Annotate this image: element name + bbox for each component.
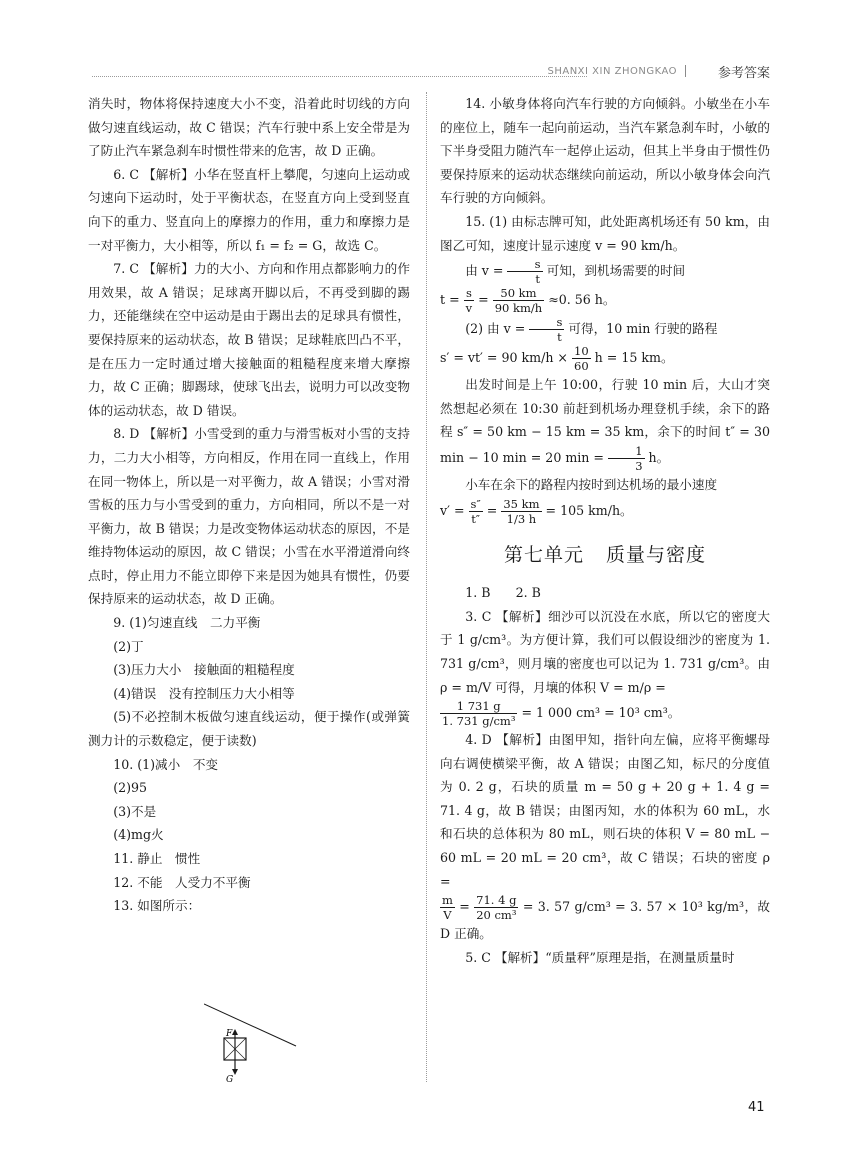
answer-12: 12. 不能 人受力不平衡 xyxy=(113,874,251,890)
fraction-50-90 xyxy=(493,286,544,315)
answer-9-5: (5)不必控制木板做匀速直线运动，便于操作(或弹簧测力计的示数稳定，便于读数) xyxy=(88,709,410,749)
formula-4-pre: s′ = vt′ = 90 km/h × xyxy=(440,350,568,366)
answer-9-3: (3)压力大小 接触面的粗糙程度 xyxy=(113,662,295,678)
frac-num: s xyxy=(464,286,475,301)
formula-4-post: h = 15 km。 xyxy=(594,350,674,366)
formula-3-post: 可得，10 min 行驶的路程 xyxy=(568,321,718,337)
fraction-s-t-dd xyxy=(469,497,483,526)
frac-den: V xyxy=(443,908,452,923)
answer-9-4: (4)错误 没有控制压力大小相等 xyxy=(113,685,295,701)
answer-10-2: (2)95 xyxy=(113,780,148,796)
formula-1-post: 可知，到机场需要的时间 xyxy=(546,263,686,279)
column-divider xyxy=(426,92,427,1082)
fraction-1-3 xyxy=(608,444,645,473)
page-header xyxy=(92,62,772,82)
frac-num: 71. 4 g xyxy=(476,893,517,908)
answer-8: 8. D 【解析】小雪受到的重力与滑雪板对小雪的支持力，二力大小相等，方向相反，作用在同一直线上，作用在同一物体上，所以是一对平衡力，故 A 错误；小雪对滑雪板的压力与小雪受到的重力，方向相同，所以不是一对平衡力，故 B 错误；力是改变物体运动状态的原因，不是维持物体运动的原因，故 C 错误；小雪在水平滑道滑向终点时，停止用力不能立即停下来是因为她具有惯性，仍要保持原来的运动状态，故 D 正确。 xyxy=(88,426,410,607)
frac-den: 60 xyxy=(574,359,589,374)
frac-num: 35 km xyxy=(503,496,540,511)
answer-15-min: 小车在余下的路程内按时到达机场的最小速度 xyxy=(465,476,718,492)
frac-num: s xyxy=(529,315,564,330)
answer-5: 5. C 【解析】“质量秤”原理是指，在测量质量时 xyxy=(465,949,735,965)
frac-den: t″ xyxy=(471,511,481,526)
force-f-arrowhead xyxy=(232,1029,238,1035)
answer-11: 11. 静止 惯性 xyxy=(113,851,201,866)
formula-density: $\frac{m}{V}$ = $\frac{71. 4 g}{\text{20 cm³}}$ = 3. 57 g/cm³ = 3. 57 × 10³ kg/m³，故 D 正确。 xyxy=(440,893,770,942)
answer-15-1: 15. (1) 由标志牌可知，此处距离机场还有 50 km，由图乙可知，速度计显示速度 v = 90 km/h。 xyxy=(440,213,770,253)
formula-min-speed xyxy=(440,497,770,526)
label-g: G xyxy=(226,1075,234,1085)
right-column xyxy=(440,92,770,969)
answer-13: 13. 如图所示： xyxy=(113,898,201,914)
formula-2-pre: t = xyxy=(440,292,460,308)
frac-den: 1/3 h xyxy=(506,511,537,526)
frac-den: 3 xyxy=(635,458,643,473)
incline-line xyxy=(204,1004,296,1046)
formula-volume xyxy=(440,699,770,728)
formula-3-pre: (2) 由 v = xyxy=(465,321,526,337)
frac-num: 10 xyxy=(574,344,589,359)
left-column xyxy=(88,92,410,918)
formula-6-post: = 1 000 cm³ = 10³ cm³。 xyxy=(521,705,681,721)
frac-den: 90 km/h xyxy=(494,301,543,316)
header-subtitle: SHANXI XIN ZHONGKAO xyxy=(547,66,677,77)
answers-1-2: 1. B 2. B xyxy=(465,585,541,601)
equals: = xyxy=(478,292,489,308)
formula-2-post: ≈0. 56 h。 xyxy=(548,292,616,308)
answer-15-depart xyxy=(440,373,770,473)
answer-10-4: (4)mg火 xyxy=(113,827,164,843)
header-separator xyxy=(685,65,686,77)
answer-4: 4. D 【解析】由图甲知，指针向左偏，应将平衡螺母向右调使横梁平衡，故 A 错误；由图乙知，标尺的分度值为 0. 2 g，石块的质量 m = 50 g + 20 g + 1. 4 g = 71. 4 g，故 B 错误；由图丙知，水的体积为 60 mL，水和石块的总体积为 80 mL，则石块的体积 V = 80 mL − 60 mL = 20 mL = 20 cm³，故 C 错误；石块的密度 ρ = xyxy=(440,732,770,889)
frac-num: s″ xyxy=(470,496,481,511)
page-number: 41 xyxy=(748,1100,765,1115)
force-diagram xyxy=(204,996,304,1086)
frac-den: 1. 731 g/cm³ xyxy=(442,714,516,729)
answer-7: 7. C 【解析】力的大小、方向和作用点都影响力的作用效果，故 A 错误；足球离开脚以后，不再受到脚的踢力，还能继续在空中运动是由于踢出去的足球具有惯性，要保持原来的运动状态，故 B 错误；足球鞋底凹凸不平，是在压力一定时通过增大接触面的粗糙程度来增大摩擦力，故 C 正确；脚踢球，使球飞出去，说明力可以改变物体的运动状态，故 D 错误。 xyxy=(88,261,410,418)
frac-num: 1 731 g xyxy=(440,699,517,714)
depart-post: h。 xyxy=(648,449,670,465)
left-para-1: 消失时，物体将保持速度大小不变，沿着此时切线的方向做匀速直线运动，故 C 错误；汽车行驶中系上安全带是为了防止汽车紧急刹车时惯性带来的危害，故 D 正确。 xyxy=(88,96,410,159)
fraction-s-t-2 xyxy=(529,315,564,344)
answer-6: 6. C 【解析】小华在竖直杆上攀爬，匀速向上运动或匀速向下运动时，处于平衡状态，在竖直方向上受到竖直向下的重力、竖直向上的摩擦力的作用，重力和摩擦力是一对平衡力，大小相等，所以 f₁ = f₂ = G，故选 C。 xyxy=(88,166,410,253)
frac-num: m xyxy=(442,893,453,908)
formula-v-st-2 xyxy=(440,315,770,344)
header-title: 参考答案 xyxy=(717,66,770,81)
answer-9-2: (2)丁 xyxy=(113,638,144,654)
formula-distance xyxy=(440,344,770,373)
formula-v-st xyxy=(440,257,770,286)
answer-14: 14. 小敏身体将向汽车行驶的方向倾斜。小敏坐在小车的座位上，随车一起向前运动，当汽车紧急刹车时，小敏的下半身受阻力随汽车一起停止运动，但其上半身由于惯性仍要保持原来的运动状态继续向前运动，所以小敏身体会向汽车行驶的方向倾斜。 xyxy=(440,96,770,206)
formula-time xyxy=(440,286,770,315)
fraction-10-60 xyxy=(572,344,591,373)
formula-5-post: = 105 km/h。 xyxy=(545,502,633,518)
frac-den: t xyxy=(535,272,540,287)
header-rule xyxy=(92,76,587,77)
fraction-s-t xyxy=(507,257,542,286)
section-unit: 第七单元 xyxy=(503,543,584,566)
fraction-m-v xyxy=(440,893,455,922)
answer-10-1: 10. (1)减小 不变 xyxy=(113,756,219,772)
formula-7-post: = 3. 57 g/cm³ = 3. 57 × 10³ kg/m³，故 D 正确。 xyxy=(440,899,770,942)
frac-den: t xyxy=(557,330,562,345)
section-topic: 质量与密度 xyxy=(606,543,707,566)
section-title xyxy=(440,544,770,568)
formula-1-pre: 由 v = xyxy=(465,263,504,279)
answer-10-3: (3)不是 xyxy=(113,803,157,819)
frac-num: 1 xyxy=(608,444,645,459)
formula-5-pre: v′ = xyxy=(440,502,465,518)
frac-num: 50 km xyxy=(493,286,544,301)
frac-den: 20 cm³ xyxy=(476,908,517,923)
fraction-s-v xyxy=(464,286,475,315)
answer-3: 3. C 【解析】细沙可以沉没在水底，所以它的密度大于 1 g/cm³。为方便计算，我们可以假设细沙的密度为 1. 731 g/cm³，则月壤的密度也可以记为 1. 731 g/cm³。由 ρ = m/V 可得，月壤的体积 V = m/ρ = xyxy=(440,608,770,695)
depart-text: 出发时间是上午 10:00，行驶 10 min 后，大山才突然想起必须在 10:30 前赶到机场办理登机手续，余下的路程 s″ = 50 km − 15 km = 35 km，余下的时间 t″ = 30 min − 10 min = 20 min = xyxy=(440,377,770,465)
equals: = xyxy=(486,502,498,518)
fraction-35-third xyxy=(501,497,541,526)
frac-den: v xyxy=(465,301,473,316)
fraction-1731 xyxy=(440,699,517,728)
fraction-714-20 xyxy=(474,893,518,922)
frac-num: s xyxy=(507,257,542,272)
answer-9-1: 9. (1)匀速直线 二力平衡 xyxy=(113,615,261,631)
label-f: F xyxy=(226,1029,233,1039)
